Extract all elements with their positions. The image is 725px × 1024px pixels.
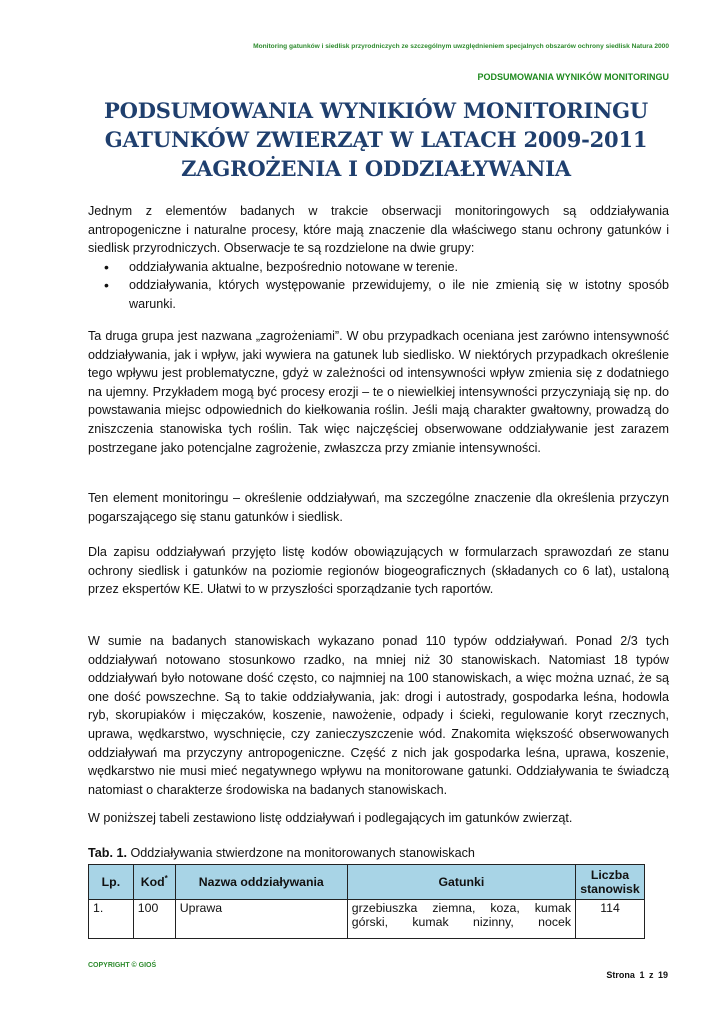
header-kod [133,865,175,900]
paragraph-summary: W sumie na badanych stanowiskach wykazano ponad 110 typów oddziaływań. Ponad 2/3 tych oddziaływań notowano stosunkowo rzadko, na mniej niż 30 stanowiskach. Natomiast 18 typów oddziaływań było notowane dość często, co najmniej na 100 stanowiskach, a więc można uznać, że są one dość powszechne. Są to takie oddziaływania, jak: drogi i autostrady, gospodarka leśna, hodowla ryb, skorupiaków i mięczaków, koszenie, nawożenie, odpady i ścieki, regulowanie koryt rzecznych, uprawa, wędkarstwo, wyschnięcie, czy zanieczyszczenie wód. Znakomita większość obserwowanych oddziaływań ma przyczyny antropogeniczne. Część z nich jak gospodarka leśna, uprawa, koszenie, wędkarstwo nie musi mieć negatywnego wpływu na monitorowane gatunki. Oddziaływania te świadczą natomiast o charakterze środowiska na badanych stanowiskach. [88,634,669,797]
table-row [89,900,645,939]
header-lp: Lp. [89,865,134,900]
page-prefix: Strona [606,970,635,980]
cell-kod: 100 [133,900,175,939]
paragraph-purpose: Ten element monitoringu – określenie oddziaływań, ma szczególne znaczenie dla określenia przyczyn pogarszającego się stanu gatunków i siedlisk. [88,491,669,524]
paragraph-codes: Dla zapisu oddziaływań przyjęto listę kodów obowiązujących w formularzach sprawozdań ze stanu ochrony siedlisk i gatunków na poziomie regionów biogeograficznych (składanych co 6 lat), ustaloną przez ekspertów KE. Ułatwi to w przyszłości sporządzanie tych raportów. [88,545,669,597]
header-kod-footnote-mark: * [164,874,168,884]
cell-lp: 1. [89,900,134,939]
paragraph-threats-block [88,327,669,457]
page-current: 1 [639,970,645,980]
table-caption-label: Tab. 1. [88,846,127,860]
page-title [60,96,692,183]
header-kod-text: Kod [140,875,165,890]
header-gatunki: Gatunki [347,865,575,900]
paragraph-table-intro-block [88,809,669,828]
paragraph-table-intro: W poniższej tabeli zestawiono listę oddziaływań i podlegających im gatunków zwierząt. [88,811,573,825]
running-header: Monitoring gatunków i siedlisk przyrodniczych ze szczególnym uwzględnieniem specjalnych obszarów ochrony siedlisk Natura 2000 [253,43,669,50]
bullet-item: • oddziaływania aktualne, bezpośrednio notowane w terenie. [129,258,669,277]
title-line-2: GATUNKÓW ZWIERZĄT W LATACH 2009-2011 [104,127,648,152]
cell-count: 114 [575,900,644,939]
section-label: PODSUMOWANIA WYNIKÓW MONITORINGU [477,72,669,82]
page-of: z [648,970,654,980]
table-caption [88,846,475,860]
bullet-list [88,258,669,314]
paragraph-codes-block [88,543,669,599]
title-line-1: PODSUMOWANIA WYNIKIÓW MONITORINGU [104,98,648,123]
title-line-3: ZAGROŻENIA I ODDZIAŁYWANIA [181,156,571,181]
page-total: 19 [657,970,668,980]
cell-gatunki [347,900,575,939]
paragraph-purpose-block [88,489,669,526]
paragraph-threats: Ta druga grupa jest nazwana „zagrożeniami”. W obu przypadkach oceniana jest zarówno intensywność oddziaływania, jak i wpływ, jaki wywiera na gatunek lub siedlisko. W niektórych przypadkach określenie tego wpływu jest problematyczne, gdyż w zależności od intensywności wpływ zmienia się z dodatniego na ujemny. Przykładem mogą być procesy erozji – te o niewielkiej intensywności przyczyniają się np. do powstawania miejsc odpowiednich do kiełkowania roślin. Jeśli mają charakter gwałtowny, prowadzą do zniszczenia stanowiska tych roślin. Tak więc najczęściej obserwowane oddziaływanie jest zarazem postrzegane jako potencjalne zagrożenie, zwłaszcza przy zmianie intensywności. [88,329,669,455]
table-header-row [89,865,645,900]
cell-name: Uprawa [175,900,347,939]
impacts-table [88,864,645,939]
bullet-item: • oddziaływania, których występowanie przewidujemy, o ile nie zmienią się w istotny sposób warunki. [129,276,669,313]
table-caption-text: Oddziaływania stwierdzone na monitorowanych stanowiskach [130,846,475,860]
intro-block [88,202,669,314]
header-name: Nazwa oddziaływania [175,865,347,900]
paragraph-intro: Jednym z elementów badanych w trakcie obserwacji monitoringowych są oddziaływania antropogeniczne i naturalne procesy, które mają znaczenie dla właściwego stanu ochrony gatunków i siedlisk przyrodniczych. Obserwacje te są rozdzielone na dwie grupy: [88,204,669,256]
footer-page-number [604,970,668,980]
footer-copyright: COPYRIGHT © GIOŚ [88,962,157,969]
cell-gatunki-line-2: górski, kumak nizinny, nocek [351,915,571,929]
cell-gatunki-line-1: grzebiuszka ziemna, koza, kumak [351,901,571,915]
header-count-line-1: Liczba [590,868,630,882]
header-count [575,865,644,900]
header-count-line-2: stanowisk [580,882,640,896]
paragraph-summary-block [88,632,669,799]
